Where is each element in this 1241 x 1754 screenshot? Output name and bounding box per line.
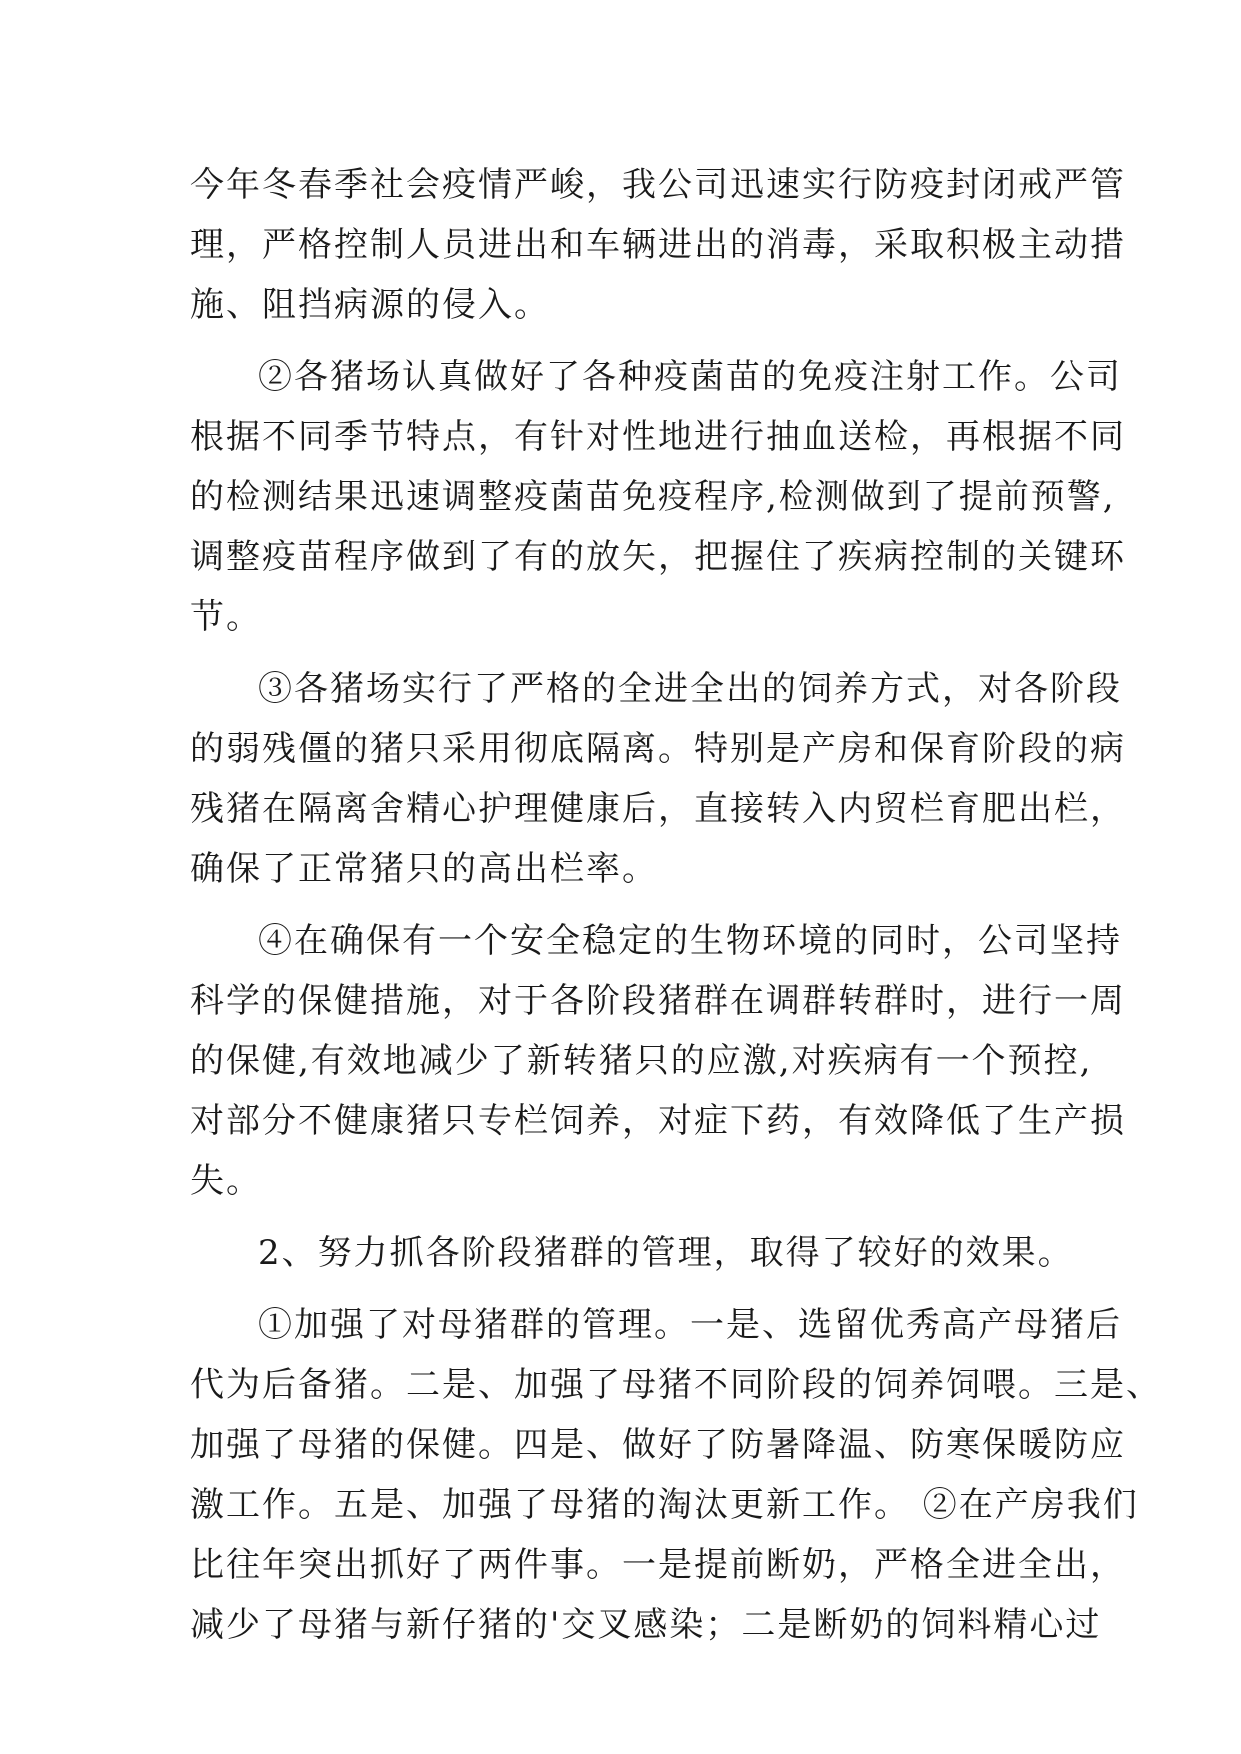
- text-line: 今年冬春季社会疫情严峻，我公司迅速实行防疫封闭戒严管: [190, 165, 1126, 205]
- paragraph-5: [190, 1223, 1074, 1283]
- text-line: 失。: [190, 1161, 262, 1201]
- text-line: 加强了母猪的保健。四是、做好了防暑降温、防寒保暖防应: [190, 1425, 1126, 1465]
- text-line: 的检测结果迅速调整疫菌苗免疫程序,检测做到了提前预警,: [190, 477, 1116, 517]
- text-line: 理，严格控制人员进出和车辆进出的消毒，采取积极主动措: [190, 225, 1126, 265]
- document-body: [190, 155, 1162, 1655]
- text-line: ③各猪场实行了严格的全进全出的饲养方式，对各阶段: [258, 669, 1122, 709]
- text-line: 的弱残僵的猪只采用彻底隔离。特别是产房和保育阶段的病: [190, 729, 1126, 769]
- paragraph-6: [190, 1295, 1162, 1655]
- paragraph-gap: [190, 647, 1060, 659]
- paragraph-gap: [190, 1283, 1060, 1295]
- text-line: 的保健,有效地减少了新转猪只的应激,对疾病有一个预控,: [190, 1041, 1093, 1081]
- text-line: 根据不同季节特点，有针对性地进行抽血送检，再根据不同: [190, 417, 1126, 457]
- text-line: 代为后备猪。二是、加强了母猪不同阶段的饲养饲喂。三是、: [190, 1365, 1162, 1405]
- text-line: 节。: [190, 597, 262, 637]
- paragraph-3: [190, 659, 1126, 899]
- text-line: ②各猪场认真做好了各种疫菌苗的免疫注射工作。公司: [258, 357, 1122, 397]
- text-line: 施、阻挡病源的侵入。: [190, 285, 550, 325]
- paragraph-4: [190, 911, 1126, 1211]
- paragraph-gap: [190, 899, 1060, 911]
- text-line: ④在确保有一个安全稳定的生物环境的同时，公司坚持: [258, 921, 1122, 961]
- text-line: 减少了母猪与新仔猪的'交叉感染；二是断奶的饲料精心过: [190, 1605, 1102, 1645]
- text-line: 残猪在隔离舍精心护理健康后，直接转入内贸栏育肥出栏，: [190, 789, 1126, 829]
- paragraph-2: [190, 347, 1126, 647]
- text-line: 2、努力抓各阶段猪群的管理，取得了较好的效果。: [258, 1233, 1074, 1273]
- text-line: 激工作。五是、加强了母猪的淘汰更新工作。 ②在产房我们: [190, 1485, 1139, 1525]
- text-line: 对部分不健康猪只专栏饲养，对症下药，有效降低了生产损: [190, 1101, 1126, 1141]
- paragraph-1: [190, 155, 1126, 335]
- text-line: 确保了正常猪只的高出栏率。: [190, 849, 658, 889]
- text-line: 比往年突出抓好了两件事。一是提前断奶，严格全进全出，: [190, 1545, 1126, 1585]
- text-line: 调整疫苗程序做到了有的放矢，把握住了疾病控制的关键环: [190, 537, 1126, 577]
- text-line: 科学的保健措施，对于各阶段猪群在调群转群时，进行一周: [190, 981, 1126, 1021]
- paragraph-gap: [190, 335, 1060, 347]
- text-line: ①加强了对母猪群的管理。一是、选留优秀高产母猪后: [258, 1305, 1122, 1345]
- paragraph-gap: [190, 1211, 1060, 1223]
